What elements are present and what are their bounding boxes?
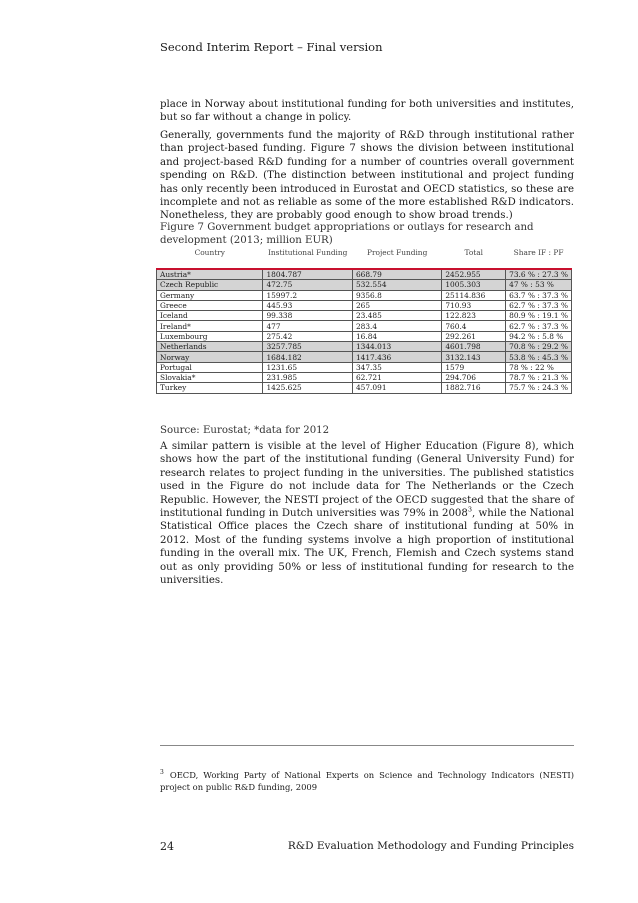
footnote: [160, 767, 574, 793]
table-cell: 294.706: [442, 372, 506, 382]
table-cell: 1005.303: [442, 280, 506, 290]
table-cell: 94.2 % : 5.8 %: [506, 331, 572, 341]
paragraph-continuation: place in Norway about institutional funding for both universities and institutes, but so far without a change in policy.: [160, 99, 574, 124]
table-cell: 53.8 % : 45.3 %: [506, 352, 572, 362]
table-cell: 283.4: [352, 321, 441, 331]
table-cell: 231.985: [263, 372, 352, 382]
table-cell: Turkey: [157, 383, 263, 393]
table-cell: Czech Republic: [157, 280, 263, 290]
table-cell: 275.42: [263, 331, 352, 341]
table-cell: 477: [263, 321, 352, 331]
table-cell: 99.338: [263, 311, 352, 321]
footnote-divider: [160, 745, 574, 746]
table-cell: 1417.436: [352, 352, 441, 362]
table-cell: 265: [352, 300, 441, 310]
table-cell: 1882.716: [442, 383, 506, 393]
table-cell: 4601.798: [442, 342, 506, 352]
column-header: Country: [194, 248, 225, 257]
paragraph-text: , while the National Statistical Office places the Czech share of institutional funding at 50% in 2012. Most of the funding systems involve a high proportion of institutional funding in the overall mix. The UK, French, Flemish and Czech systems stand out as only providing 50% or less of institutional funding for research to the universities.: [160, 508, 574, 587]
table-row: [157, 352, 572, 362]
running-header: Second Interim Report – Final version: [160, 40, 383, 54]
table-row: [157, 342, 572, 352]
table-header-row: [157, 248, 572, 269]
table-cell: 62.721: [352, 372, 441, 382]
table-cell: 15997.2: [263, 290, 352, 300]
table-cell: 668.79: [352, 269, 441, 280]
table-cell: 78 % : 22 %: [506, 362, 572, 372]
table-cell: 1231.65: [263, 362, 352, 372]
table-cell: Netherlands: [157, 342, 263, 352]
running-footer: R&D Evaluation Methodology and Funding Principles: [287, 840, 574, 852]
table-cell: Portugal: [157, 362, 263, 372]
table-cell: 1344.013: [352, 342, 441, 352]
table-cell: Austria*: [157, 269, 263, 280]
table-row: [157, 290, 572, 300]
table-row: [157, 280, 572, 290]
table-cell: 62.7 % : 37.3 %: [506, 300, 572, 310]
table-cell: 25114.836: [442, 290, 506, 300]
footnote-text: OECD, Working Party of National Experts on Science and Technology Indicators (NESTI) project on public R&D funding, 2009: [160, 769, 574, 792]
table-cell: 70.8 % : 29.2 %: [506, 342, 572, 352]
table-cell: 75.7 % : 24.3 %: [506, 383, 572, 393]
table-cell: Iceland: [157, 311, 263, 321]
table-cell: 1425.625: [263, 383, 352, 393]
table-cell: 347.35: [352, 362, 441, 372]
figure-source: Source: Eurostat; *data for 2012: [160, 425, 330, 436]
table-cell: 457.091: [352, 383, 441, 393]
table-cell: 122.823: [442, 311, 506, 321]
table-row: [157, 362, 572, 372]
table-cell: Germany: [157, 290, 263, 300]
table-cell: 73.6 % : 27.3 %: [506, 269, 572, 280]
footnote-reference[interactable]: 3: [467, 505, 473, 514]
table-cell: 1804.787: [263, 269, 352, 280]
table-cell: 9356.8: [352, 290, 441, 300]
table-cell: 760.4: [442, 321, 506, 331]
table-cell: 23.485: [352, 311, 441, 321]
table-row: [157, 269, 572, 280]
table-cell: Ireland*: [157, 321, 263, 331]
table-row: [157, 311, 572, 321]
footnote-number: 3: [160, 769, 164, 776]
table-cell: 710.93: [442, 300, 506, 310]
table-cell: Slovakia*: [157, 372, 263, 382]
page-number: 24: [160, 840, 174, 853]
table-cell: 62.7 % : 37.3 %: [506, 321, 572, 331]
table-row: [157, 383, 572, 393]
table-cell: 292.261: [442, 331, 506, 341]
table-cell: 3132.143: [442, 352, 506, 362]
table-cell: Luxembourg: [157, 331, 263, 341]
paragraph-higher-education: [160, 440, 574, 587]
column-header: Institutional Funding: [267, 248, 348, 257]
column-header: Project Funding: [366, 248, 428, 257]
table-cell: 445.93: [263, 300, 352, 310]
table-cell: 47 % : 53 %: [506, 280, 572, 290]
figure-caption: Figure 7 Government budget appropriations or outlays for research and development (2013; million EUR): [160, 222, 534, 247]
table-cell: 472.75: [263, 280, 352, 290]
paragraph-funding-overview: Generally, governments fund the majority of R&D through institutional rather than project-based funding. Figure 7 shows the division between institutional and project-based R&D funding for a number of countries overall government spending on R&D. (The distinction between institutional and project funding has only recently been introduced in Eurostat and OECD statistics, so these are incomplete and not as reliable as some of the more established R&D indicators. Nonetheless, they are probably good enough to show broad trends.): [160, 130, 574, 222]
table-cell: 78.7 % : 21.3 %: [506, 372, 572, 382]
table-row: [157, 300, 572, 310]
column-header: Total: [464, 248, 484, 257]
paragraph-text: A similar pattern is visible at the level of Higher Education (Figure 8), which shows how the part of the institutional funding (General University Fund) for research relates to project funding in the universities. The published statistics used in the Figure do not include data for The Netherlands or the Czech Republic. However, the NESTI project of the OECD suggested that the share of institutional funding in Dutch universities was 79% in 2008: [160, 441, 574, 520]
table-row: [157, 331, 572, 341]
table-row: [157, 321, 572, 331]
table-cell: 2452.955: [442, 269, 506, 280]
table-cell: 80.9 % : 19.1 %: [506, 311, 572, 321]
table-cell: 1684.182: [263, 352, 352, 362]
table-cell: Greece: [157, 300, 263, 310]
table-cell: Norway: [157, 352, 263, 362]
table-cell: 63.7 % : 37.3 %: [506, 290, 572, 300]
table-cell: 532.554: [352, 280, 441, 290]
funding-table: [156, 248, 572, 394]
table-cell: 3257.785: [263, 342, 352, 352]
table-cell: 16.84: [352, 331, 441, 341]
table-cell: 1579: [442, 362, 506, 372]
column-header: Share IF : PF: [513, 248, 564, 257]
table-row: [157, 372, 572, 382]
